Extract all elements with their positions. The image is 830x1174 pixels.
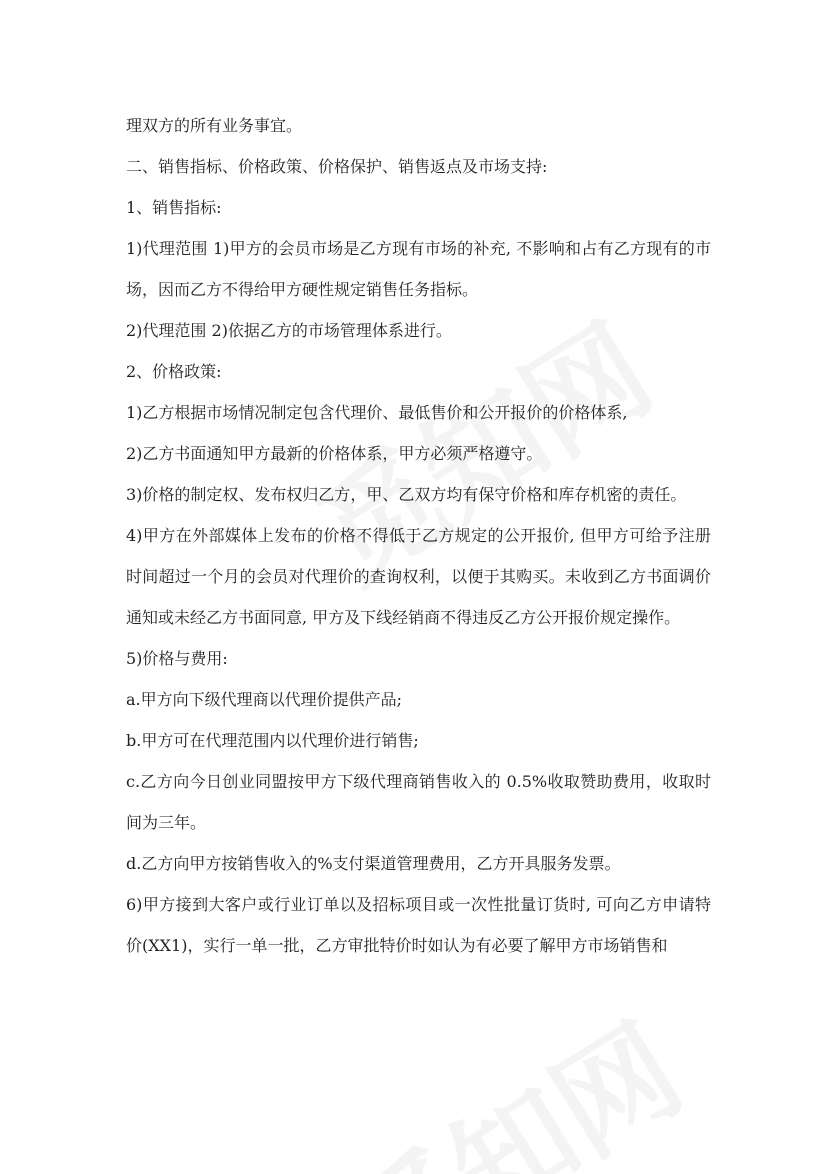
- list-item: c.乙方向今日创业同盟按甲方下级代理商销售收入的 0.5%收取赞助费用，收取时间为三年。: [126, 772, 711, 832]
- paragraph: 2)乙方书面通知甲方最新的价格体系，甲方必须严格遵守。: [126, 444, 543, 463]
- list-item: d.乙方向甲方按销售收入的%支付渠道管理费用，乙方开具服务发票。: [126, 854, 621, 873]
- paragraph: 理双方的所有业务事宜。: [126, 116, 303, 135]
- paragraph: 6)甲方接到大客户或行业订单以及招标项目或一次性批量订货时, 可向乙方申请特价(XX1)，实行一单一批，乙方审批特价时如认为有必要了解甲方市场销售和: [126, 895, 711, 955]
- list-item: b.甲方可在代理范围内以代理价进行销售;: [126, 731, 419, 750]
- subsection-heading: 2、价格政策:: [126, 362, 222, 381]
- watermark: [312, 978, 708, 1174]
- paragraph: 5)价格与费用:: [126, 649, 228, 668]
- section-heading: 二、销售指标、价格政策、价格保护、销售返点及市场支持:: [126, 157, 548, 176]
- list-item: a.甲方向下级代理商以代理价提供产品;: [126, 690, 403, 709]
- paragraph: 4)甲方在外部媒体上发布的价格不得低于乙方规定的公开报价, 但甲方可给予注册时间超过一个月的会员对代理价的查询权利，以便于其购买。未收到乙方书面调价通知或未经乙方书面同意, 甲方及下线经销商不得违反乙方公开报价规定操作。: [126, 526, 711, 627]
- paragraph: 3)价格的制定权、发布权归乙方，甲、乙双方均有保守价格和库存机密的责任。: [126, 485, 687, 504]
- paragraph: 1)代理范围 1)甲方的会员市场是乙方现有市场的补充, 不影响和占有乙方现有的市场，因而乙方不得给甲方硬性规定销售任务指标。: [126, 239, 711, 299]
- paragraph: 2)代理范围 2)依据乙方的市场管理体系进行。: [126, 321, 452, 340]
- subsection-heading: 1、销售指标:: [126, 198, 222, 217]
- paragraph: 1)乙方根据市场情况制定包含代理价、最低售价和公开报价的价格体系,: [126, 403, 628, 422]
- document-body: [126, 105, 711, 966]
